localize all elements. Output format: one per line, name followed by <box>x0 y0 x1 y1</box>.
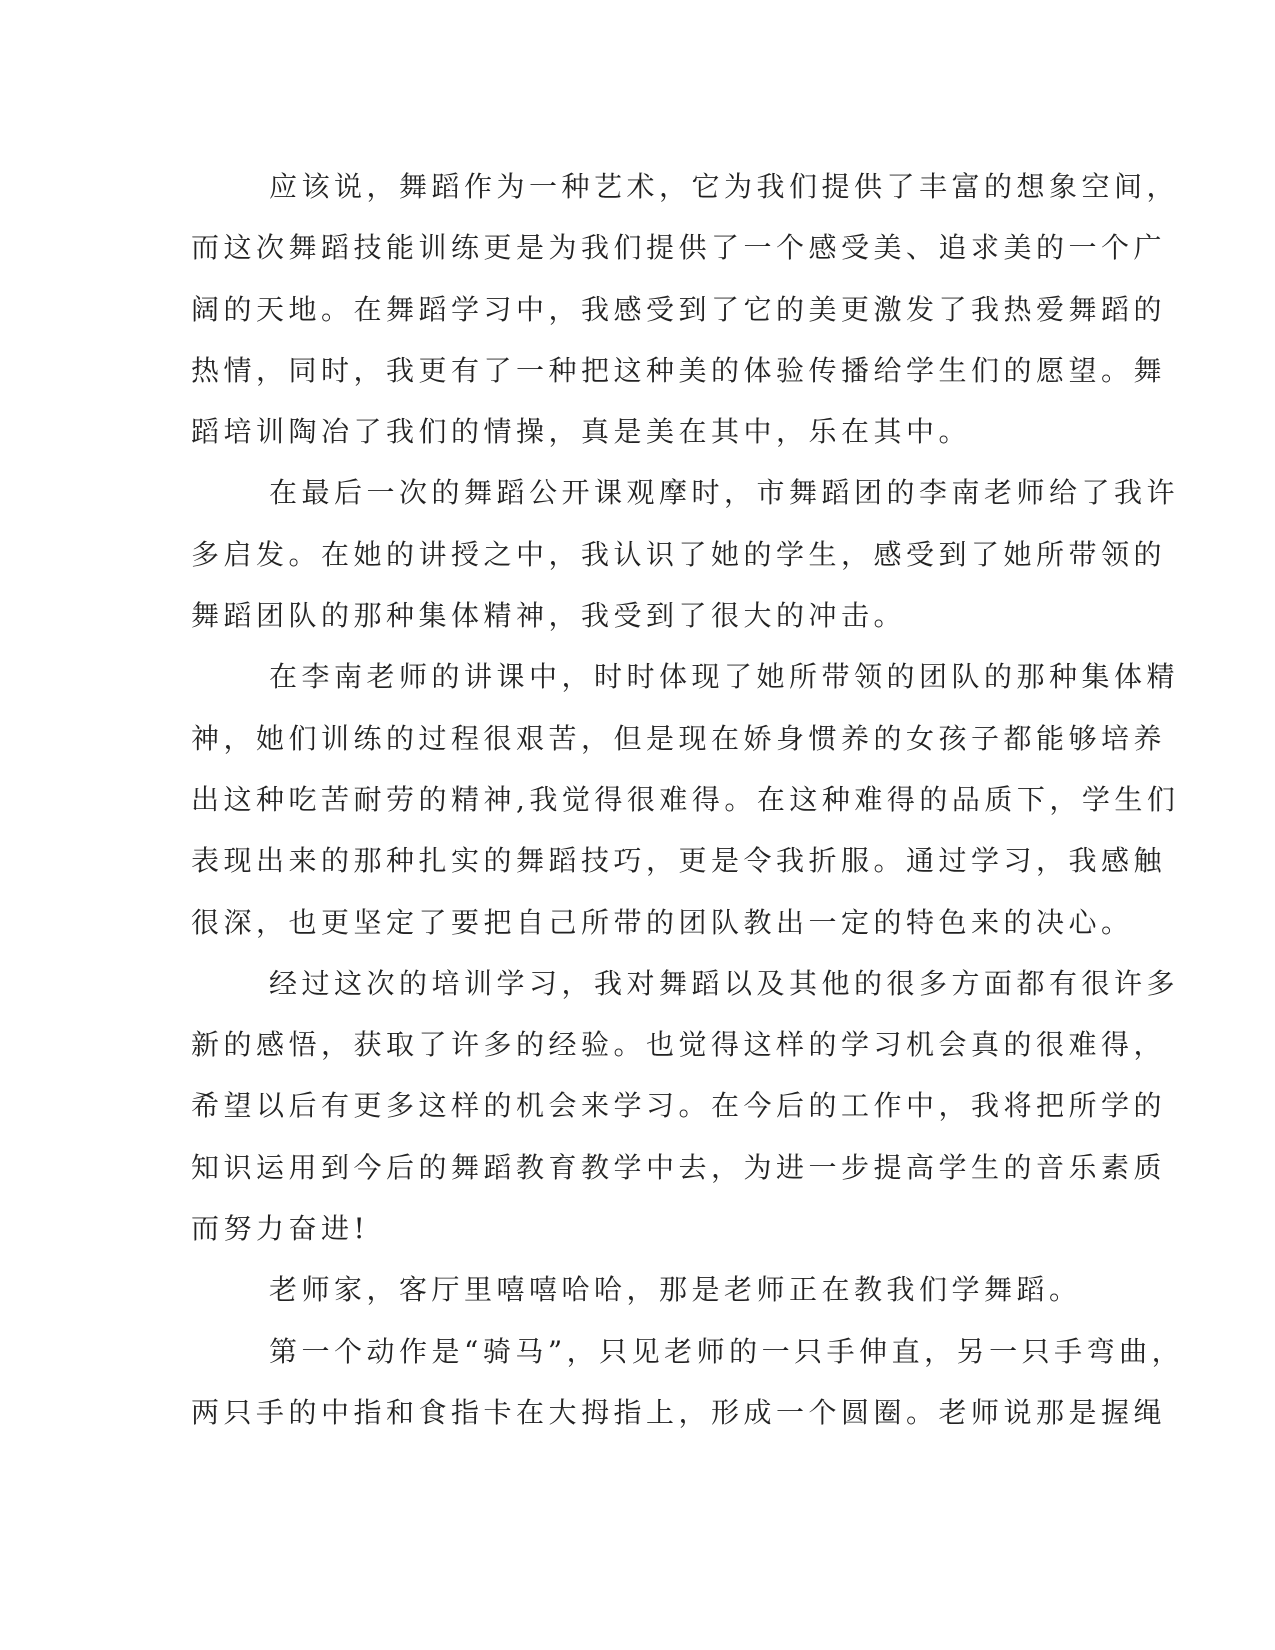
text-line: 希望以后有更多这样的机会来学习。在今后的工作中，我将把所学的 <box>191 1089 1167 1123</box>
text-line: 神，她们训练的过程很艰苦，但是现在娇身惯养的女孩子都能够培养 <box>191 721 1167 755</box>
text-line: 而努力奋进! <box>191 1212 370 1246</box>
text-line: 蹈培训陶冶了我们的情操，真是美在其中，乐在其中。 <box>191 415 972 449</box>
text-line: 知识运用到今后的舞蹈教育教学中去，为进一步提高学生的音乐素质 <box>191 1150 1167 1184</box>
text-line: 新的感悟，获取了许多的经验。也觉得这样的学习机会真的很难得， <box>191 1028 1167 1062</box>
text-line: 经过这次的培训学习，我对舞蹈以及其他的很多方面都有很许多 <box>269 966 1180 1000</box>
text-line: 很深，也更坚定了要把自己所带的团队教出一定的特色来的决心。 <box>191 905 1134 939</box>
text-line: 老师家，客厅里嘻嘻哈哈，那是老师正在教我们学舞蹈。 <box>269 1273 1082 1307</box>
text-line: 两只手的中指和食指卡在大拇指上，形成一个圆圈。老师说那是握绳 <box>191 1395 1167 1429</box>
text-line: 应该说，舞蹈作为一种艺术，它为我们提供了丰富的想象空间， <box>269 170 1180 203</box>
text-line: 表现出来的那种扎实的舞蹈技巧，更是令我折服。通过学习，我感触 <box>191 844 1167 878</box>
text-line: 出这种吃苦耐劳的精神,我觉得很难得。在这种难得的品质下，学生们 <box>191 782 1180 816</box>
text-line: 阔的天地。在舞蹈学习中，我感受到了它的美更激发了我热爱舞蹈的 <box>191 292 1167 326</box>
text-line: 热情，同时，我更有了一种把这种美的体验传播给学生们的愿望。舞 <box>191 353 1167 387</box>
document-body <box>191 156 1185 1443</box>
text-line: 多启发。在她的讲授之中，我认识了她的学生，感受到了她所带领的 <box>191 537 1167 571</box>
text-line: 在最后一次的舞蹈公开课观摩时，市舞蹈团的李南老师给了我许 <box>269 476 1180 510</box>
text-line: 第一个动作是“骑马”，只见老师的一只手伸直，另一只手弯曲， <box>269 1334 1185 1368</box>
text-line: 舞蹈团队的那种集体精神，我受到了很大的冲击。 <box>191 599 907 633</box>
text-line: 而这次舞蹈技能训练更是为我们提供了一个感受美、追求美的一个广 <box>191 231 1167 265</box>
text-line: 在李南老师的讲课中，时时体现了她所带领的团队的那种集体精 <box>269 660 1180 694</box>
